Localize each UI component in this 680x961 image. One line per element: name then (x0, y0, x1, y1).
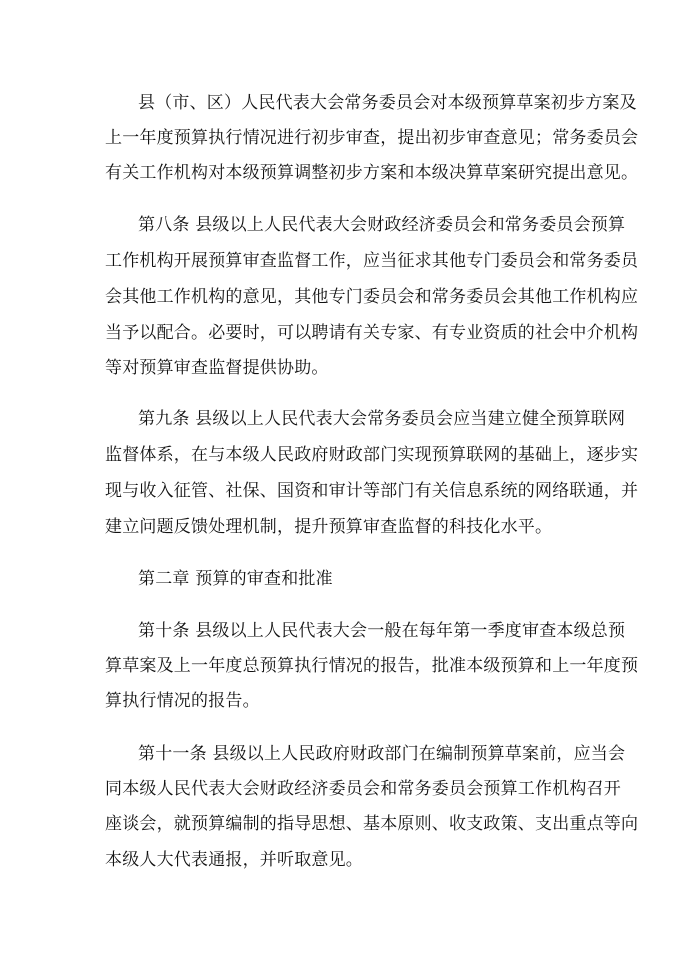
article-8-line-3: 会其他工作机构的意见，其他专门委员会和常务委员会其他工作机构应 (105, 287, 639, 307)
article-9-line-3: 现与收入征管、社保、国资和审计等部门有关信息系统的网络联通，并 (105, 481, 639, 501)
article-9-line-2: 监督体系，在与本级人民政府财政部门实现预算联网的基础上，逐步实 (105, 445, 639, 465)
article-11-line-4: 本级人大代表通报，并听取意见。 (105, 850, 363, 870)
article-8-line-5: 等对预算审查监督提供协助。 (105, 358, 329, 378)
article-10-line-2: 算草案及上一年度总预算执行情况的报告，批准本级预算和上一年度预 (105, 656, 639, 676)
article-9-line-1: 第九条 县级以上人民代表大会常务委员会应当建立健全预算联网 (138, 409, 626, 429)
paragraph-1-line-3: 有关工作机构对本级预算调整初步方案和本级决算草案研究提出意见。 (105, 163, 639, 183)
article-11-line-2: 同本级人民代表大会财政经济委员会和常务委员会预算工作机构召开 (105, 779, 621, 799)
article-8-line-1: 第八条 县级以上人民代表大会财政经济委员会和常务委员会预算 (138, 215, 626, 235)
paragraph-1-line-1: 县（市、区）人民代表大会常务委员会对本级预算草案初步方案及 (138, 93, 637, 113)
chapter-2-heading: 第二章 预算的审查和批准 (138, 569, 333, 589)
article-10-line-1: 第十条 县级以上人民代表大会一般在每年第一季度审查本级总预 (138, 621, 626, 641)
article-8-line-4: 当予以配合。必要时，可以聘请有关专家、有专业资质的社会中介机构 (105, 323, 639, 343)
paragraph-1-line-2: 上一年度预算执行情况进行初步审查，提出初步审查意见；常务委员会 (105, 128, 639, 148)
article-11-line-1: 第十一条 县级以上人民政府财政部门在编制预算草案前，应当会 (138, 744, 626, 764)
article-8-line-2: 工作机构开展预算审查监督工作，应当征求其他专门委员会和常务委员 (105, 251, 639, 271)
article-10-line-3: 算执行情况的报告。 (105, 691, 260, 711)
article-11-line-3: 座谈会，就预算编制的指导思想、基本原则、收支政策、支出重点等向 (105, 814, 639, 834)
article-9-line-4: 建立问题反馈处理机制，提升预算审查监督的科技化水平。 (105, 517, 553, 537)
